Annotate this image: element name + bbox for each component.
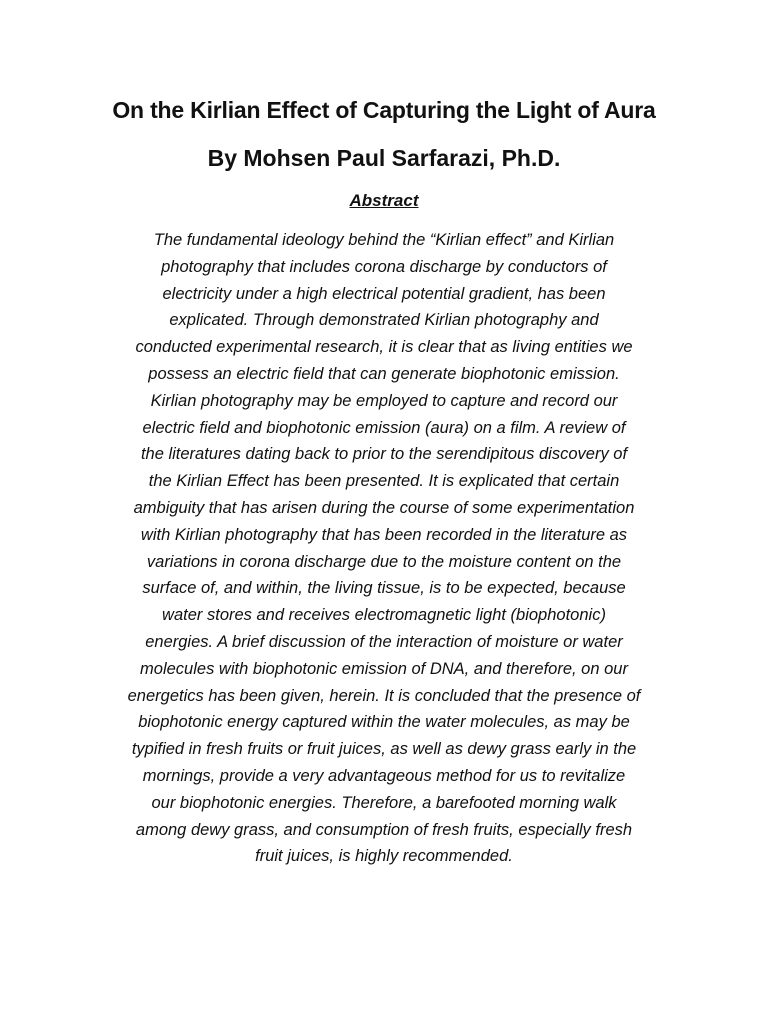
abstract-line: fruit juices, is highly recommended. [255, 847, 513, 866]
abstract-line: water stores and receives electromagnetic light (biophotonic) [162, 606, 606, 625]
abstract-line: conducted experimental research, it is clear that as living entities we [135, 338, 633, 357]
abstract-line: The fundamental ideology behind the “Kirlian effect” and Kirlian [153, 231, 615, 249]
abstract-line: among dewy grass, and consumption of fresh fruits, especially fresh [135, 820, 633, 839]
abstract-line: biophotonic energy captured within the water molecules, as may be [138, 713, 630, 732]
abstract-line: energetics has been given, herein. It is concluded that the presence of [127, 686, 641, 705]
abstract-line: energies. A brief discussion of the interaction of moisture or water [145, 632, 623, 651]
abstract-heading: Abstract [349, 191, 419, 210]
abstract-line: photography that includes corona discharge by conductors of [161, 257, 607, 276]
author-line: By Mohsen Paul Sarfarazi, Ph.D. [207, 145, 561, 171]
abstract-line: electric field and biophotonic emission (aura) on a film. A review of [142, 418, 626, 437]
abstract-line: variations in corona discharge due to the moisture content on the [146, 552, 622, 571]
abstract-line: our biophotonic energies. Therefore, a barefooted morning walk [151, 793, 617, 812]
abstract-line: with Kirlian photography that has been recorded in the literature as [140, 525, 628, 544]
abstract-line: possess an electric field that can generate biophotonic emission. [148, 364, 620, 383]
abstract-line: mornings, provide a very advantageous method for us to revitalize [142, 766, 626, 785]
abstract-line: the Kirlian Effect has been presented. It is explicated that certain [148, 472, 620, 491]
abstract-line: molecules with biophotonic emission of DNA, and therefore, on our [140, 659, 628, 678]
abstract-line: the literatures dating back to prior to the serendipitous discovery of [140, 445, 628, 464]
abstract-line: Kirlian photography may be employed to capture and record our [150, 391, 618, 410]
abstract-line: surface of, and within, the living tissue, is to be expected, because [142, 579, 626, 598]
abstract-line: ambiguity that has arisen during the course of some experimentation [133, 498, 635, 517]
abstract-line: typified in fresh fruits or fruit juices, as well as dewy grass early in the [131, 740, 637, 759]
abstract-line: electricity under a high electrical potential gradient, has been [162, 284, 606, 303]
abstract-body [80, 227, 688, 870]
document-title: On the Kirlian Effect of Capturing the Light of Aura [112, 97, 656, 123]
abstract-line: explicated. Through demonstrated Kirlian photography and [169, 311, 599, 330]
